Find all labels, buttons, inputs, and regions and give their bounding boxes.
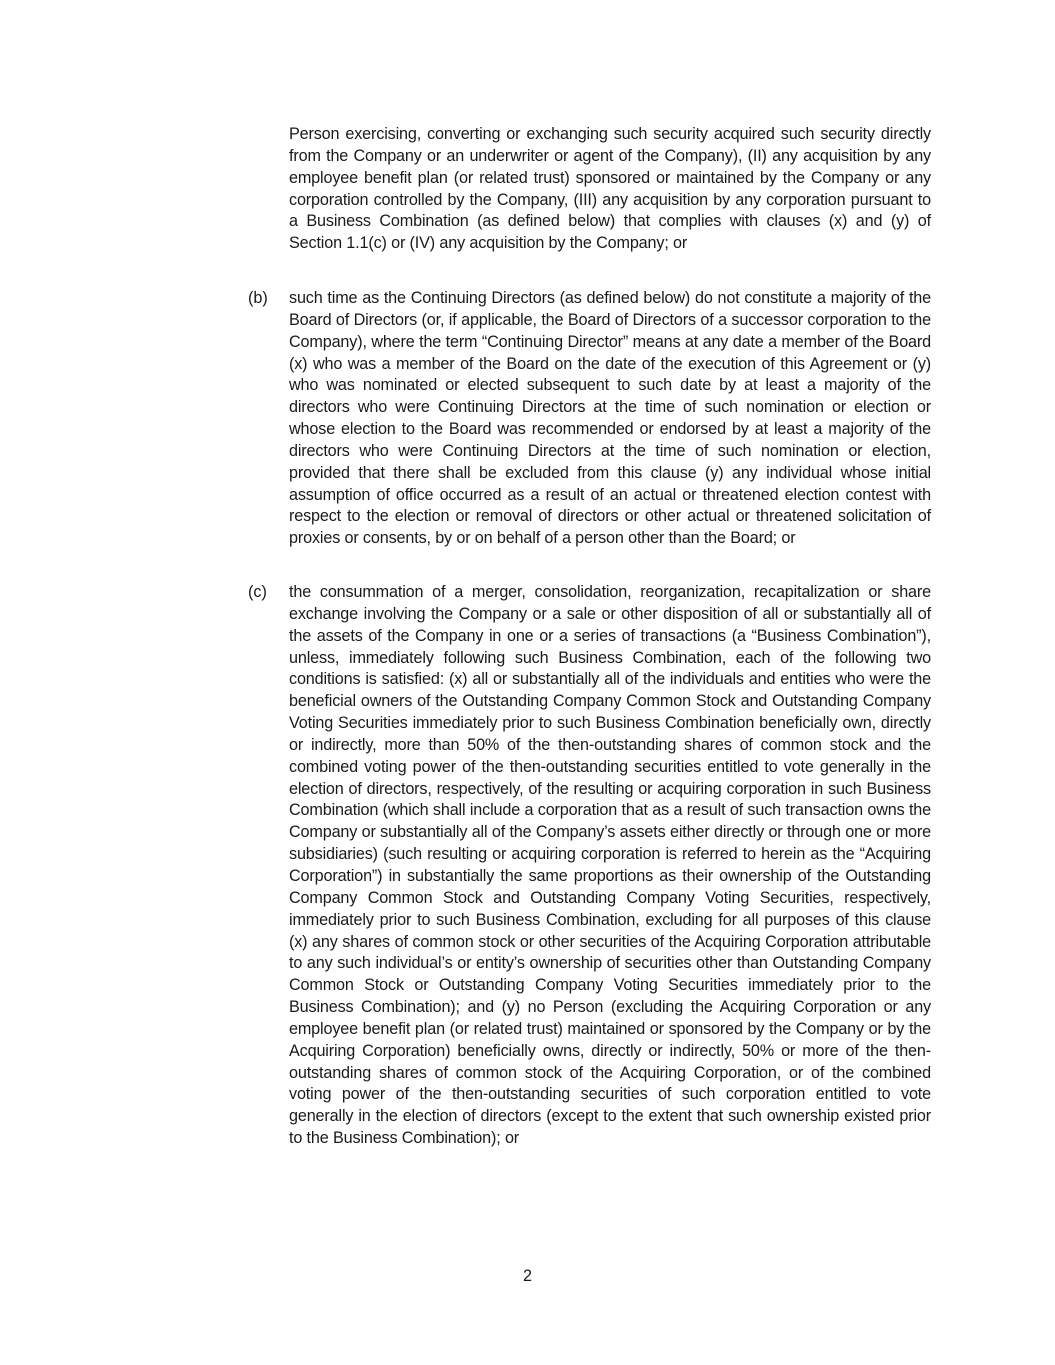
- clause-c-label: (c): [248, 583, 267, 601]
- clause-b-text: such time as the Continuing Directors (as defined below) do not constitute a majority of the Board of Directors (or, if applicable, the Board of Directors of a successor corporation to the Company), where the term “Continuing Director” means at any date a member of the Board (x) who was a member of the Board on the date of the execution of this Agreement or (y) who was nominated or elected subsequent to such date by at least a majority of the directors who were Continuing Directors at the time of such nomination or election or whose election to the Board was recommended or endorsed by at least a majority of the directors who were Continuing Directors at the time of such nomination or election, provided that there shall be excluded from this clause (y) any individual whose initial assumption of office occurred as a result of an actual or threatened election contest with respect to the election or removal of directors or other actual or threatened solicitation of proxies or consents, by or on behalf of a person other than the Board; or: [289, 289, 931, 548]
- clause-c-text: the consummation of a merger, consolidation, reorganization, recapitalization or share exchange involving the Company or a sale or other disposition of all or substantially all of the assets of the Company in one or a series of transactions (a “Business Combination”), unless, immediately following such Business Combination, each of the following two conditions is satisfied: (x) all or substantially all of the individuals and entities who were the beneficial owners of the Outstanding Company Common Stock and Outstanding Company Voting Securities immediately prior to such Business Combination beneficially own, directly or indirectly, more than 50% of the then-outstanding shares of common stock and the combined voting power of the then-outstanding securities entitled to vote generally in the election of directors, respectively, of the resulting or acquiring corporation in such Business Combination (which shall include a corporation that as a result of such transaction owns the Company or substantially all of the Company’s assets either directly or through one or more subsidiaries) (such resulting or acquiring corporation is referred to herein as the “Acquiring Corporation”) in substantially the same proportions as their ownership of the Outstanding Company Common Stock and Outstanding Company Voting Securities, respectively, immediately prior to such Business Combination, excluding for all purposes of this clause (x) any shares of common stock or other securities of the Acquiring Corporation attributable to any such individual’s or entity’s ownership of securities other than Outstanding Company Common Stock or Outstanding Company Voting Securities immediately prior to the Business Combination); and (y) no Person (excluding the Acquiring Corporation or any employee benefit plan (or related trust) maintained or sponsored by the Company or by the Acquiring Corporation) beneficially owns, directly or indirectly, 50% or more of the then-outstanding shares of common stock of the Acquiring Corporation, or of the combined voting power of the then-outstanding securities of such corporation entitled to vote generally in the election of directors (except to the extent that such ownership existed prior to the Business Combination); or: [289, 583, 931, 1148]
- clause-b-label: (b): [248, 289, 268, 307]
- continuation-paragraph: Person exercising, converting or exchanging such security acquired such security directly from the Company or an underwriter or agent of the Company), (II) any acquisition by any employee benefit plan (or related trust) sponsored or maintained by the Company or any corporation controlled by the Company, (III) any acquisition by any corporation pursuant to a Business Combination (as defined below) that complies with clauses (x) and (y) of Section 1.1(c) or (IV) any acquisition by the Company; or: [289, 125, 931, 253]
- page-number: 2: [522, 1267, 532, 1285]
